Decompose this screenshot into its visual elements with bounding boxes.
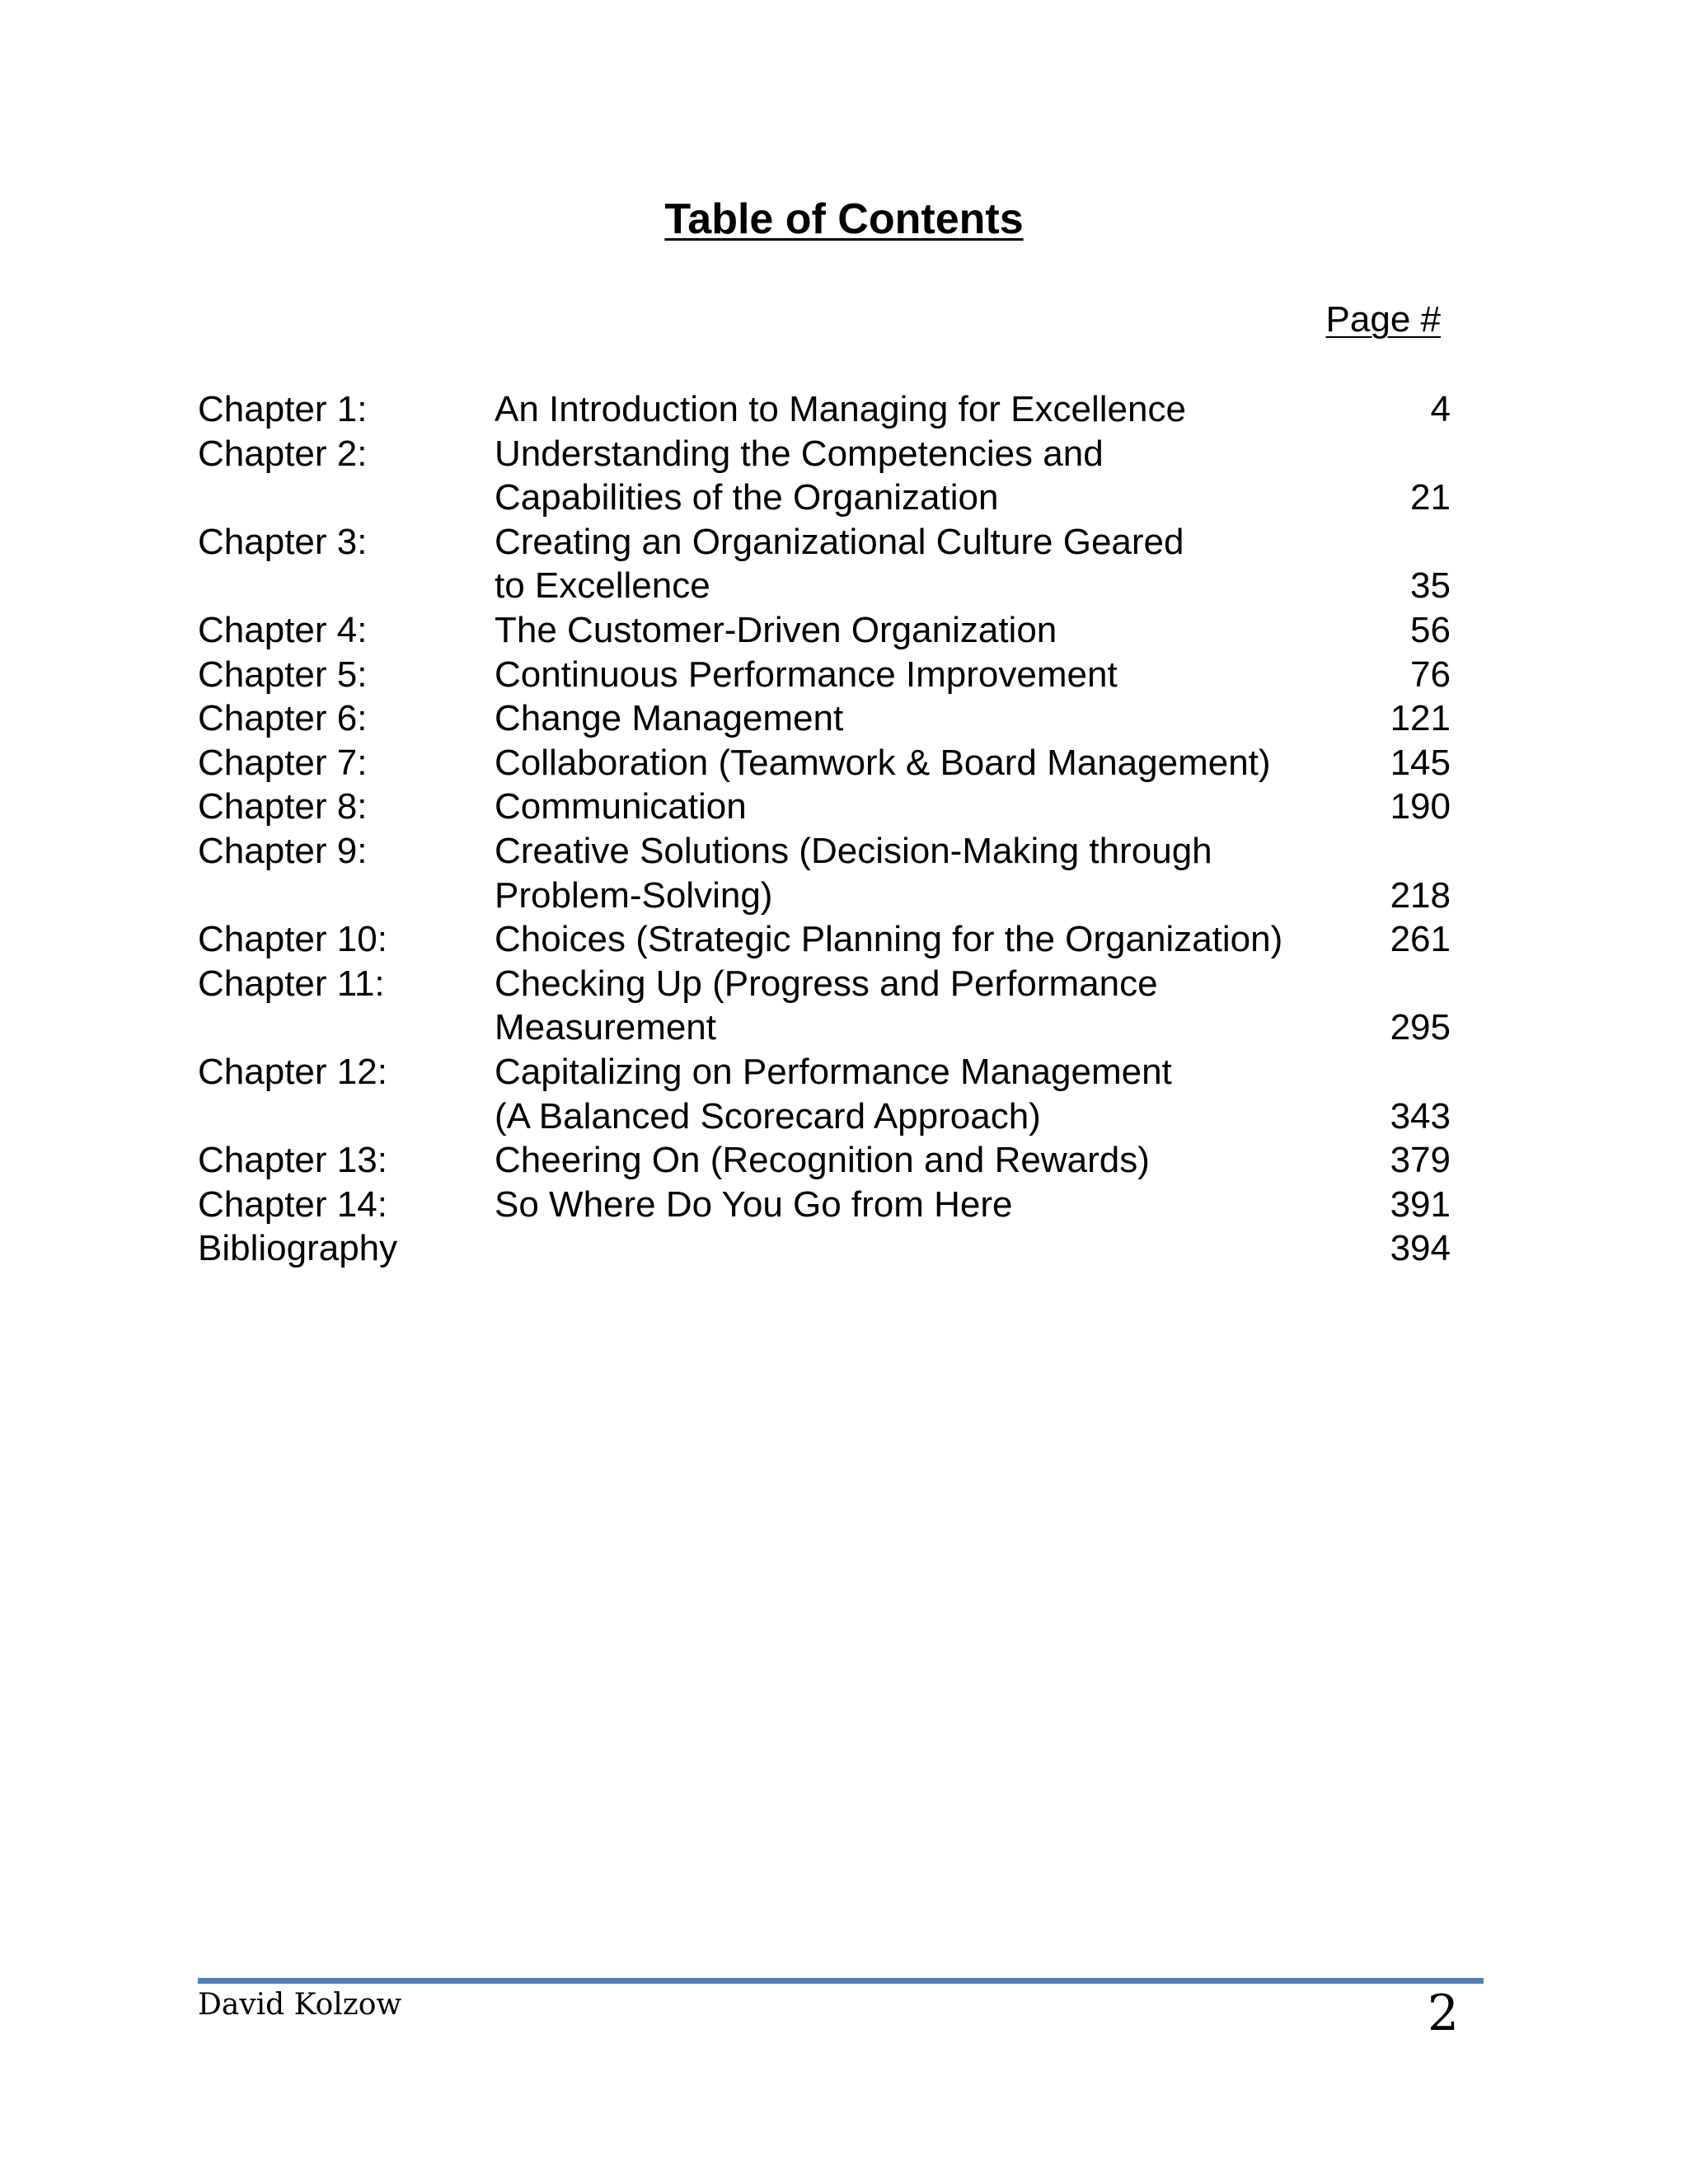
page-title-text: Table of Contents bbox=[664, 195, 1024, 243]
toc-entry-title-line: Capabilities of the Organization bbox=[495, 477, 999, 518]
toc-entry-title-line: Understanding the Competencies and bbox=[495, 433, 1104, 474]
toc-entry-title-line: Cheering On (Recognition and Rewards) bbox=[495, 1140, 1150, 1181]
toc-entry-title bbox=[495, 1183, 1335, 1227]
toc-entry-title bbox=[495, 387, 1335, 432]
toc-entry bbox=[198, 829, 1451, 917]
toc-entry bbox=[198, 520, 1451, 608]
toc-entry-title bbox=[495, 696, 1335, 741]
toc-entry bbox=[198, 653, 1451, 697]
toc-entry-title-line: Collaboration (Teamwork & Board Management) bbox=[495, 742, 1271, 783]
toc-entry-title-line: Capitalizing on Performance Management bbox=[495, 1051, 1172, 1092]
toc-entry-label: Chapter 2: bbox=[198, 433, 368, 474]
toc-entry-label: Chapter 13: bbox=[198, 1140, 387, 1181]
toc-entry bbox=[198, 608, 1451, 653]
toc-entry-title-line: Change Management bbox=[495, 698, 844, 739]
toc-entry-title-line: So Where Do You Go from Here bbox=[495, 1183, 1013, 1225]
toc-entry bbox=[198, 741, 1451, 785]
table-of-contents bbox=[198, 387, 1451, 1271]
toc-entry-title bbox=[495, 962, 1335, 1050]
toc-entry-label: Chapter 9: bbox=[198, 830, 368, 871]
toc-entry-page: 394 bbox=[1390, 1228, 1451, 1269]
toc-entry bbox=[198, 917, 1451, 962]
toc-entry-page: 218 bbox=[1390, 874, 1451, 916]
toc-entry-page: 190 bbox=[1390, 786, 1451, 827]
toc-entry-label: Chapter 1: bbox=[198, 389, 368, 429]
toc-entry bbox=[198, 1183, 1451, 1227]
toc-entry bbox=[198, 432, 1451, 520]
toc-entry-label: Chapter 10: bbox=[198, 919, 387, 960]
toc-entry-label: Bibliography bbox=[198, 1228, 398, 1269]
toc-entry-title bbox=[495, 785, 1335, 829]
toc-entry-label: Chapter 11: bbox=[198, 963, 385, 1004]
toc-entry-label: Chapter 7: bbox=[198, 742, 368, 783]
toc-entry bbox=[198, 1138, 1451, 1183]
footer-page-number: 2 bbox=[1427, 1985, 1459, 2042]
toc-entry-title-line: Checking Up (Progress and Performance bbox=[495, 963, 1158, 1004]
toc-entry-label: Chapter 14: bbox=[198, 1183, 387, 1225]
toc-entry-title bbox=[495, 1138, 1335, 1183]
toc-entry bbox=[198, 1226, 1451, 1271]
toc-entry-title-line: Measurement bbox=[495, 1007, 717, 1048]
toc-entry-title-line: Communication bbox=[495, 786, 747, 827]
toc-entry-page: 379 bbox=[1390, 1140, 1451, 1181]
toc-entry-title bbox=[495, 653, 1335, 697]
toc-entry-title bbox=[495, 520, 1335, 608]
toc-entry bbox=[198, 785, 1451, 829]
toc-entry-title-line: Problem-Solving) bbox=[495, 874, 773, 916]
toc-entry-title-line: Choices (Strategic Planning for the Organization) bbox=[495, 919, 1283, 960]
toc-entry-page: 343 bbox=[1390, 1095, 1451, 1137]
toc-entry-page: 261 bbox=[1390, 919, 1451, 960]
toc-entry-title-line: (A Balanced Scorecard Approach) bbox=[495, 1095, 1041, 1137]
toc-entry-title-line: The Customer-Driven Organization bbox=[495, 609, 1057, 650]
toc-entry-title bbox=[495, 432, 1335, 520]
toc-entry-label: Chapter 12: bbox=[198, 1051, 387, 1092]
toc-entry-title bbox=[495, 608, 1335, 653]
toc-entry-title bbox=[495, 917, 1335, 962]
footer-divider bbox=[198, 1978, 1484, 1984]
toc-entry-title bbox=[495, 829, 1335, 917]
toc-entry-label: Chapter 5: bbox=[198, 654, 368, 695]
toc-entry-page: 4 bbox=[1430, 389, 1451, 429]
page-title bbox=[0, 194, 1688, 244]
toc-entry bbox=[198, 962, 1451, 1050]
toc-entry-title-line: Continuous Performance Improvement bbox=[495, 654, 1118, 695]
toc-entry-label: Chapter 4: bbox=[198, 609, 368, 650]
toc-entry-page: 295 bbox=[1390, 1007, 1451, 1048]
toc-entry-page: 76 bbox=[1410, 654, 1451, 695]
toc-entry-title-line: An Introduction to Managing for Excellence bbox=[495, 389, 1186, 429]
toc-entry bbox=[198, 387, 1451, 432]
toc-entry-page: 121 bbox=[1390, 698, 1451, 739]
toc-entry-label: Chapter 8: bbox=[198, 786, 368, 827]
toc-entry bbox=[198, 696, 1451, 741]
toc-entry-page: 391 bbox=[1390, 1183, 1451, 1225]
toc-entry-page: 56 bbox=[1410, 609, 1451, 650]
toc-entry-label: Chapter 6: bbox=[198, 698, 368, 739]
toc-entry-title-line: to Excellence bbox=[495, 565, 710, 607]
toc-entry-title-line: Creating an Organizational Culture Geared bbox=[495, 521, 1184, 562]
toc-entry-page: 35 bbox=[1410, 565, 1451, 607]
toc-entry-title-line: Creative Solutions (Decision-Making through bbox=[495, 830, 1212, 871]
toc-entry-title bbox=[495, 1050, 1335, 1138]
footer-author: David Kolzow bbox=[198, 1988, 402, 2022]
toc-entry-page: 21 bbox=[1410, 477, 1451, 518]
toc-entry-title bbox=[495, 741, 1335, 785]
toc-entry-page: 145 bbox=[1390, 742, 1451, 783]
toc-entry-label: Chapter 3: bbox=[198, 521, 368, 562]
page-number-column-header: Page # bbox=[1325, 299, 1441, 340]
toc-entry bbox=[198, 1050, 1451, 1138]
